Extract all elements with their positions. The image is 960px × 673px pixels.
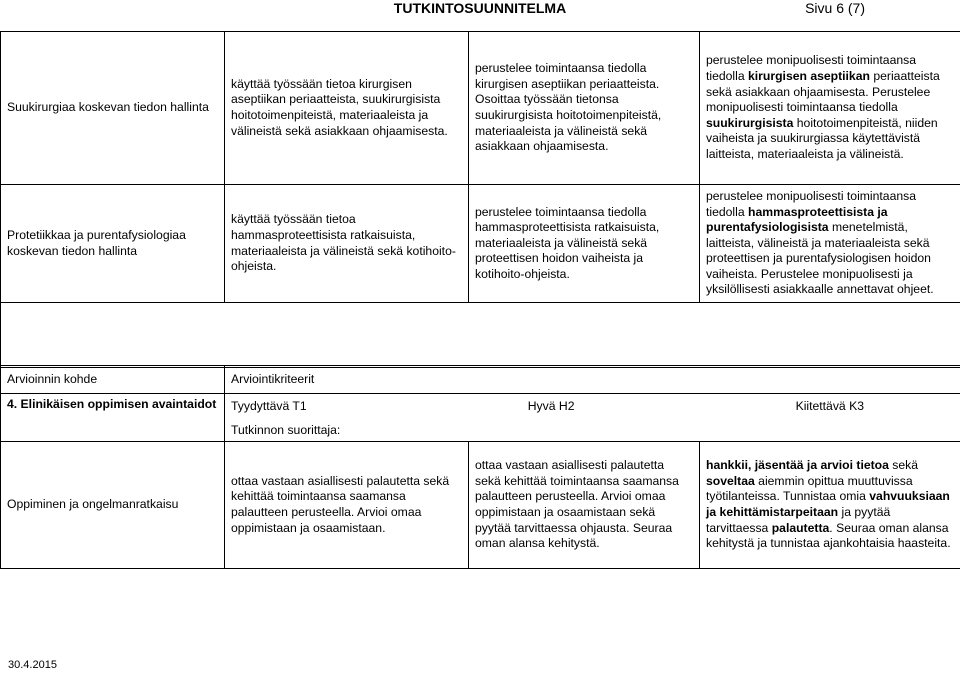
criteria-text: sekä [888, 458, 919, 473]
criteria-text: käyttää työssään tietoa kirurgisen aseptiikan periaatteista, suukirurgisista hoitotoimenpiteistä, materiaaleista ja välineistä sekä asiakkaan ohjaamisesta. [231, 76, 448, 138]
criteria-cell-t1 [225, 442, 469, 569]
criteria-emphasis: kirurgisen aseptiikan [748, 69, 870, 84]
assessment-area: Suukirurgiaa koskevan tiedon hallinta [7, 100, 209, 115]
criteria-text: aiemmin opittua muuttuvissa työtilanteissa. Tunnistaa omia [706, 473, 913, 504]
criteria-cell-h2 [469, 442, 700, 569]
performer-label: Tutkinnon suorittaja: [231, 422, 341, 437]
criteria-text: hoitotoimenpiteistä, niiden vaiheista ja suukirurgiassa käytettävistä laitteista, materiaaleista ja välineistä. [706, 115, 938, 161]
levels-cell [225, 394, 960, 442]
criteria-text: periaatteista sekä asiakkaan ohjaamisesta. Perustelee monipuolisesti toimintaansa tiedolla [706, 69, 940, 115]
column-header: Arvioinnin kohde [7, 371, 98, 386]
criteria-emphasis: hankkii, jäsentää ja arvioi tietoa [706, 458, 889, 473]
empty-cell [1, 303, 960, 368]
table-row [1, 32, 960, 185]
criteria-text: ottaa vastaan asiallisesti palautetta sekä kehittää toimintaansa saamansa palautteen perusteella. Arvioi omaa oppimistaan ja osaamistaan sekä pyytää tarvittaessa ohjausta. Seuraa oman alansa kehitystä. [475, 458, 679, 551]
criteria-emphasis: suukirurgisista [706, 115, 794, 130]
criteria-cell-k3 [700, 185, 960, 303]
column-header: Arviointikriteerit [231, 371, 315, 386]
criteria-emphasis: palautetta [771, 520, 830, 535]
criteria-text: perustelee monipuolisesti toimintaansa tiedolla [706, 53, 917, 84]
criteria-text: menetelmistä, laitteista, välineistä ja materiaaleista sekä proteettisen ja purentafysiologisen hoidon vaiheista. Perustelee monipuolisesti ja yksilöllisesti asiakkaalle annettavat ohjeet. [706, 220, 934, 297]
grade-level-k3: Kiitettävä K3 [795, 399, 865, 413]
grade-level-h2: Hyvä H2 [527, 399, 575, 413]
competence-title: 4. Elinikäisen oppimisen avaintaidot [7, 397, 217, 411]
table-row [1, 394, 960, 442]
assessment-area: Protetiikkaa ja purentafysiologiaa koskevan tiedon hallinta [7, 227, 186, 258]
criteria-cell-t1 [225, 185, 469, 303]
assessment-area-cell [1, 442, 225, 569]
assessment-area-cell [1, 185, 225, 303]
criteria-cell-k3 [700, 32, 960, 185]
criteria-cell-k3 [700, 442, 960, 569]
criteria-emphasis: hammasproteettisista ja purentafysiologisista [706, 204, 888, 235]
criteria-text: ottaa vastaan asiallisesti palautetta sekä kehittää toimintaansa saamansa palautteen perusteella. Arvioi omaa oppimistaan ja osaamistaan. [231, 473, 450, 535]
table-row [1, 442, 960, 569]
grade-level-t1: Tyydyttävä T1 [231, 399, 307, 413]
criteria-text: ja pyytää tarvittaessa [706, 505, 891, 535]
criteria-table-upper [0, 31, 960, 368]
criteria-table-lower [0, 365, 960, 569]
header-cell-target [1, 366, 225, 394]
grade-levels [231, 399, 954, 415]
table-row [1, 185, 960, 303]
criteria-text: perustelee toimintaansa tiedolla kirurgisen aseptiikan periaatteista. Osoittaa työssään tietonsa suukirurgisista hoitotoimenpiteistä, materiaaleista ja välineistä sekä asiakkaan ohjaamisesta. [475, 61, 662, 154]
criteria-text: perustelee toimintaansa tiedolla hammasproteettisista ratkaisuista, materiaaleista ja välineistä sekä proteettisen hoidon vaiheista ja kotihoito-ohjeista. [475, 204, 660, 281]
criteria-text: käyttää työssään tietoa hammasproteettisista ratkaisuista, materiaaleista ja välineistä sekä kotihoito-ohjeista. [231, 212, 456, 274]
criteria-text: . Seuraa oman alansa kehitystä ja tunnistaa ajankohtaisia haasteita. [706, 520, 951, 551]
footer-date: 30.4.2015 [8, 659, 57, 671]
criteria-emphasis: vahvuuksiaan ja kehittämistarpeitaan [706, 489, 950, 519]
criteria-cell-h2 [469, 185, 700, 303]
criteria-cell-t1 [225, 32, 469, 185]
assessment-area: Oppiminen ja ongelmanratkaisu [7, 497, 179, 512]
table-row-empty [1, 303, 960, 368]
competence-cell [1, 394, 225, 442]
criteria-cell-h2 [469, 32, 700, 185]
table-header-row [1, 366, 960, 394]
criteria-emphasis: soveltaa [706, 473, 755, 488]
document-title: TUTKINTOSUUNNITELMA [393, 0, 567, 16]
assessment-area-cell [1, 32, 225, 185]
header-cell-criteria [225, 366, 960, 394]
criteria-text: perustelee monipuolisesti toimintaansa tiedolla [706, 188, 917, 219]
page-number: Sivu 6 (7) [805, 0, 865, 16]
